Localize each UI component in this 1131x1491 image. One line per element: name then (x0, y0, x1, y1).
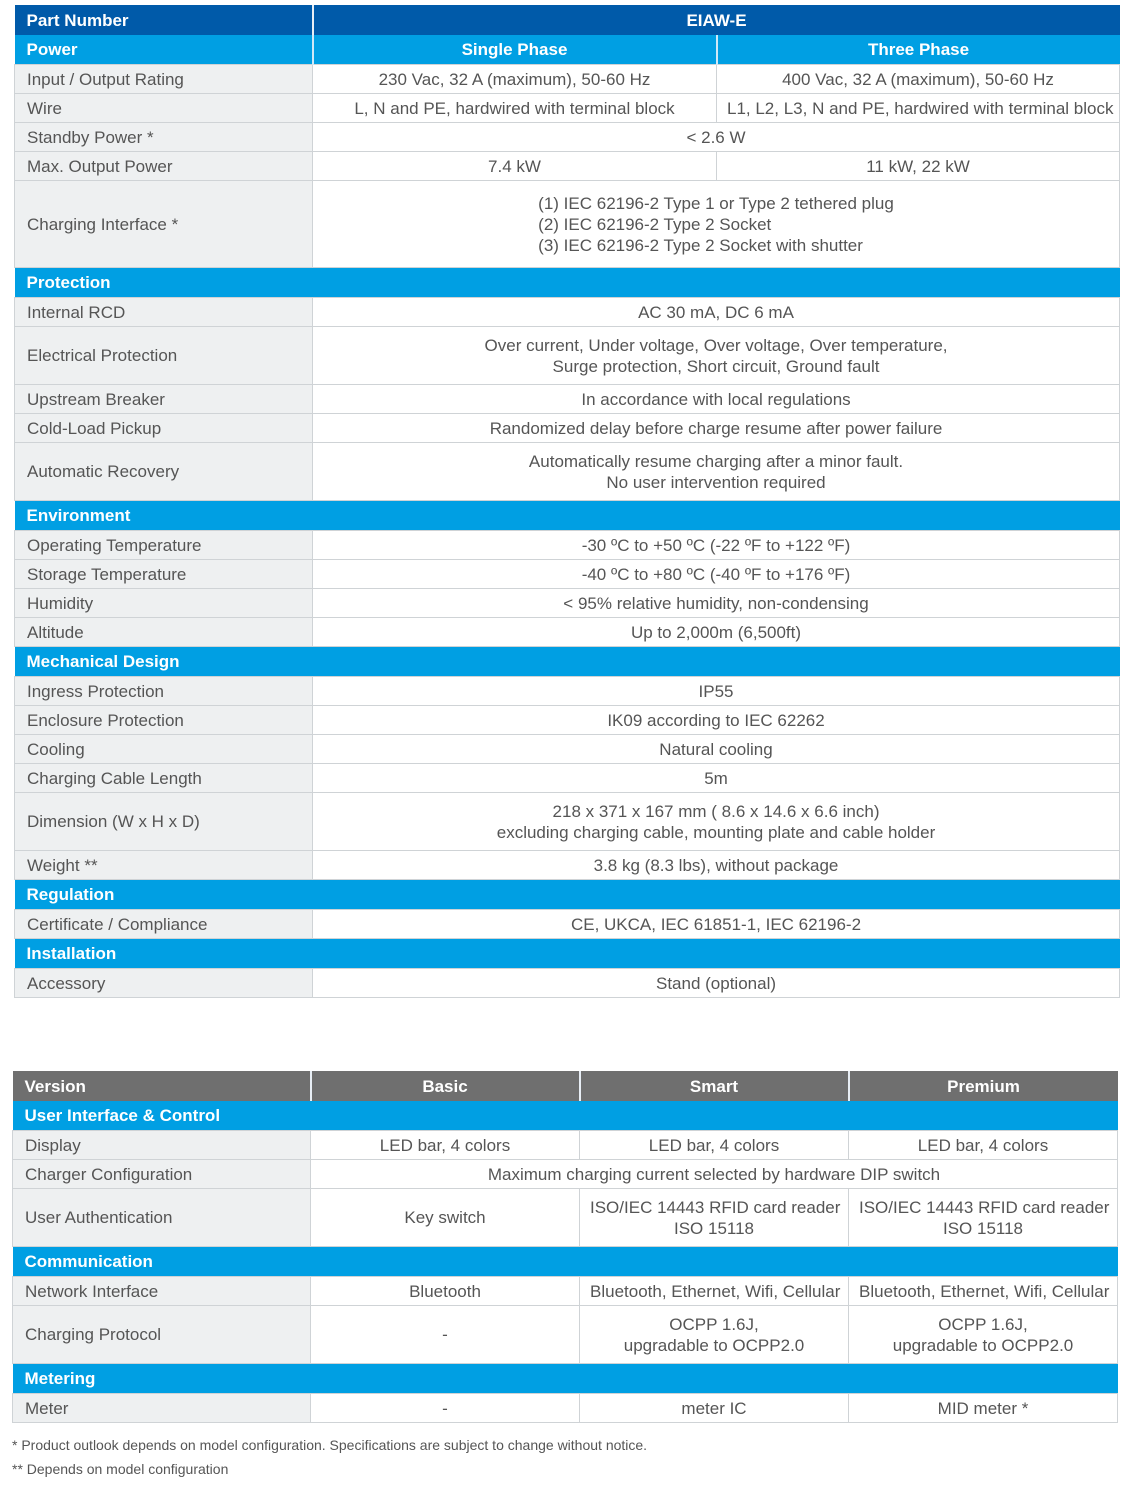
row-value (313, 910, 1120, 939)
row-value (311, 1189, 580, 1247)
value-line: LED bar, 4 colors (648, 1135, 780, 1155)
section-label: Protection (15, 268, 1120, 298)
table-row (15, 531, 1120, 560)
value-line: Automatically resume charging after a minor fault. (528, 451, 904, 471)
row-label: Upstream Breaker (15, 385, 313, 414)
row-value (311, 1160, 1118, 1189)
value-line: IK09 according to IEC 62262 (607, 710, 825, 730)
value-lines (323, 98, 706, 119)
value-lines (323, 768, 1109, 789)
row-label: Ingress Protection (15, 677, 313, 706)
value-line: Stand (optional) (655, 973, 777, 993)
row-value (313, 969, 1120, 998)
row-value (580, 1277, 849, 1306)
value-lines (321, 1164, 1107, 1185)
table-row (15, 706, 1120, 735)
row-value (849, 1131, 1118, 1160)
row-value (313, 123, 1120, 152)
value-lines (323, 451, 1109, 493)
row-label: Charger Configuration (13, 1160, 311, 1189)
row-value (313, 414, 1120, 443)
section-row (15, 268, 1120, 298)
value-lines (321, 1281, 569, 1302)
table-row (13, 1306, 1118, 1364)
header-cell: Premium (849, 1071, 1118, 1101)
value-line: IP55 (698, 681, 734, 701)
section-label: Installation (15, 939, 1120, 969)
value-line: CE, UKCA, IEC 61851-1, IEC 62196-2 (570, 914, 862, 934)
value-line: 5m (704, 768, 728, 788)
value-lines (727, 69, 1109, 90)
value-line: LED bar, 4 colors (379, 1135, 511, 1155)
value-line: Surge protection, Short circuit, Ground fault (552, 356, 880, 376)
section-row (13, 1247, 1118, 1277)
value-line: 3.8 kg (8.3 lbs), without package (593, 855, 839, 875)
section-row (15, 35, 1120, 65)
value-lines (323, 564, 1109, 585)
row-label: Dimension (W x H x D) (15, 793, 313, 851)
section-row (13, 1101, 1118, 1131)
header-label: Part Number (15, 5, 313, 35)
row-value (580, 1131, 849, 1160)
table-row (15, 385, 1120, 414)
row-value (313, 531, 1120, 560)
row-label: Network Interface (13, 1277, 311, 1306)
value-line: - (442, 1398, 448, 1418)
row-value (313, 152, 717, 181)
section-row (15, 647, 1120, 677)
row-value (313, 677, 1120, 706)
row-value (313, 181, 1120, 268)
value-line: Key switch (404, 1208, 486, 1227)
row-label: Charging Interface * (15, 181, 313, 268)
row-value (717, 65, 1120, 94)
row-label: Charging Cable Length (15, 764, 313, 793)
row-value (717, 152, 1120, 181)
row-label: Input / Output Rating (15, 65, 313, 94)
header-cell: Basic (311, 1071, 580, 1101)
row-value (313, 443, 1120, 501)
table-row (13, 1189, 1118, 1247)
table-row (15, 677, 1120, 706)
value-line: ISO 15118 (942, 1218, 1024, 1238)
value-lines (323, 156, 706, 177)
row-value (313, 65, 717, 94)
section-row (15, 880, 1120, 910)
value-line: 218 x 371 x 167 mm ( 8.6 x 14.6 x 6.6 inch) (552, 801, 880, 821)
value-lines (321, 1207, 569, 1228)
row-value (717, 94, 1120, 123)
value-line: excluding charging cable, mounting plate and cable holder (496, 822, 936, 842)
table-row (13, 1160, 1118, 1189)
row-value (313, 764, 1120, 793)
row-value (311, 1306, 580, 1364)
value-lines (323, 69, 706, 90)
section-label: Mechanical Design (15, 647, 1120, 677)
value-lines (859, 1398, 1107, 1419)
section-row (15, 501, 1120, 531)
value-lines (859, 1197, 1110, 1239)
value-line: Maximum charging current selected by hardware DIP switch (487, 1164, 941, 1184)
row-label: Operating Temperature (15, 531, 313, 560)
table-row (15, 589, 1120, 618)
value-lines (323, 801, 1109, 843)
row-label: Altitude (15, 618, 313, 647)
value-line: ISO/IEC 14443 RFID card reader (590, 1197, 841, 1217)
row-value (849, 1306, 1118, 1364)
table-header-row (13, 1071, 1118, 1101)
row-value (313, 94, 717, 123)
value-lines (323, 739, 1109, 760)
value-line: -40 ºC to +80 ºC (-40 ºF to +176 ºF) (581, 564, 851, 584)
table-row (15, 414, 1120, 443)
row-label: Weight ** (15, 851, 313, 880)
table-row (15, 181, 1120, 268)
value-lines (727, 156, 1109, 177)
value-line: meter IC (681, 1398, 747, 1418)
value-line: ISO/IEC 14443 RFID card reader (859, 1197, 1110, 1217)
row-value (311, 1131, 580, 1160)
value-lines (538, 193, 894, 256)
row-value (313, 385, 1120, 414)
value-lines (323, 914, 1109, 935)
value-line: (1) IEC 62196-2 Type 1 or Type 2 tethered plug (538, 193, 894, 213)
value-lines (321, 1398, 569, 1419)
table-row (15, 851, 1120, 880)
row-label: Accessory (15, 969, 313, 998)
row-label: Display (13, 1131, 311, 1160)
table-row (15, 735, 1120, 764)
section-label: Power (15, 35, 313, 65)
spec-table (14, 5, 1120, 998)
section-cell: Three Phase (717, 35, 1120, 65)
row-label: Standby Power * (15, 123, 313, 152)
row-label: Internal RCD (15, 298, 313, 327)
value-line: 400 Vac, 32 A (maximum), 50-60 Hz (782, 69, 1054, 89)
table-row (15, 618, 1120, 647)
value-line: (3) IEC 62196-2 Type 2 Socket with shutter (538, 235, 863, 255)
section-label: Communication (13, 1247, 1118, 1277)
value-line: L1, L2, L3, N and PE, hardwired with terminal block (727, 98, 1114, 118)
value-line: OCPP 1.6J, (938, 1314, 1028, 1334)
value-line: -30 ºC to +50 ºC (-22 ºF to +122 ºF) (581, 535, 851, 555)
value-line: Bluetooth, Ethernet, Wifi, Cellular (590, 1281, 841, 1301)
section-row (13, 1364, 1118, 1394)
value-lines (859, 1281, 1110, 1302)
row-label: Meter (13, 1394, 311, 1423)
section-label: Regulation (15, 880, 1120, 910)
value-lines (321, 1324, 569, 1345)
row-value (313, 560, 1120, 589)
row-value (313, 618, 1120, 647)
value-lines (323, 335, 1109, 377)
row-label: Cooling (15, 735, 313, 764)
header-cell: EIAW-E (313, 5, 1120, 35)
value-line: MID meter * (937, 1398, 1029, 1418)
value-line: Natural cooling (659, 739, 773, 759)
value-line: L, N and PE, hardwired with terminal block (354, 98, 675, 118)
row-label: Max. Output Power (15, 152, 313, 181)
table-row (13, 1131, 1118, 1160)
value-line: upgradable to OCPP2.0 (892, 1335, 1074, 1355)
value-line: 7.4 kW (488, 156, 541, 176)
value-lines (323, 535, 1109, 556)
table-row (15, 65, 1120, 94)
section-label: Metering (13, 1364, 1118, 1394)
table-row (13, 1394, 1118, 1423)
footnote-2: ** Depends on model configuration (12, 1461, 229, 1477)
row-label: Humidity (15, 589, 313, 618)
row-value (580, 1394, 849, 1423)
value-line: Up to 2,000m (6,500ft) (630, 622, 802, 642)
value-line: AC 30 mA, DC 6 mA (638, 302, 794, 322)
value-line: Bluetooth, Ethernet, Wifi, Cellular (859, 1281, 1110, 1301)
value-line: OCPP 1.6J, (669, 1314, 759, 1334)
value-line: ISO 15118 (673, 1218, 755, 1238)
value-lines (590, 1398, 838, 1419)
table-row (15, 764, 1120, 793)
value-line: 11 kW, 22 kW (866, 156, 970, 176)
table-row (13, 1277, 1118, 1306)
table-row (15, 327, 1120, 385)
value-lines (323, 127, 1109, 148)
row-value (580, 1189, 849, 1247)
table-row (15, 793, 1120, 851)
value-lines (321, 1135, 569, 1156)
row-label: Certificate / Compliance (15, 910, 313, 939)
value-line: (2) IEC 62196-2 Type 2 Socket (538, 214, 772, 234)
row-label: Storage Temperature (15, 560, 313, 589)
value-lines (323, 302, 1109, 323)
row-value (313, 298, 1120, 327)
header-cell: Smart (580, 1071, 849, 1101)
value-lines (323, 389, 1109, 410)
value-line: No user intervention required (606, 472, 826, 492)
row-label: Charging Protocol (13, 1306, 311, 1364)
section-row (15, 939, 1120, 969)
section-label: Environment (15, 501, 1120, 531)
row-value (849, 1189, 1118, 1247)
row-value (313, 589, 1120, 618)
row-value (313, 851, 1120, 880)
row-value (849, 1277, 1118, 1306)
row-value (313, 793, 1120, 851)
row-label: Automatic Recovery (15, 443, 313, 501)
value-line: < 2.6 W (686, 127, 746, 147)
value-lines (323, 681, 1109, 702)
value-lines (590, 1197, 841, 1239)
row-label: Cold-Load Pickup (15, 414, 313, 443)
row-value (313, 327, 1120, 385)
version-table (12, 1071, 1118, 1423)
table-row (15, 94, 1120, 123)
section-cell: Single Phase (313, 35, 717, 65)
value-line: In accordance with local regulations (581, 389, 851, 409)
section-label: User Interface & Control (13, 1101, 1118, 1131)
value-lines (323, 855, 1109, 876)
value-line: Bluetooth (409, 1281, 481, 1301)
table-row (15, 560, 1120, 589)
table-row (15, 969, 1120, 998)
value-lines (859, 1314, 1107, 1356)
value-line: Randomized delay before charge resume after power failure (489, 418, 943, 438)
value-line: upgradable to OCPP2.0 (623, 1335, 805, 1355)
row-label: Electrical Protection (15, 327, 313, 385)
value-line: - (442, 1325, 448, 1344)
table-row (15, 443, 1120, 501)
value-lines (323, 710, 1109, 731)
row-label: Wire (15, 94, 313, 123)
value-line: 230 Vac, 32 A (maximum), 50-60 Hz (378, 69, 651, 89)
row-value (313, 706, 1120, 735)
value-lines (727, 98, 1114, 119)
row-value (311, 1277, 580, 1306)
value-lines (323, 973, 1109, 994)
value-lines (323, 622, 1109, 643)
table-header-row (15, 5, 1120, 35)
row-label: Enclosure Protection (15, 706, 313, 735)
table-row (15, 123, 1120, 152)
value-line: Over current, Under voltage, Over voltage, Over temperature, (484, 335, 948, 355)
row-value (313, 735, 1120, 764)
footnote-1: * Product outlook depends on model configuration. Specifications are subject to change without notice. (12, 1437, 648, 1453)
value-lines (590, 1314, 838, 1356)
value-lines (590, 1135, 838, 1156)
table-row (15, 152, 1120, 181)
value-line: < 95% relative humidity, non-condensing (563, 593, 869, 613)
row-label: User Authentication (13, 1189, 311, 1247)
row-value (580, 1306, 849, 1364)
table-row (15, 298, 1120, 327)
row-value (311, 1394, 580, 1423)
row-value (849, 1394, 1118, 1423)
value-lines (323, 593, 1109, 614)
value-line: LED bar, 4 colors (917, 1135, 1049, 1155)
header-label: Version (13, 1071, 311, 1101)
value-lines (590, 1281, 841, 1302)
value-lines (323, 418, 1109, 439)
table-row (15, 910, 1120, 939)
value-lines (859, 1135, 1107, 1156)
